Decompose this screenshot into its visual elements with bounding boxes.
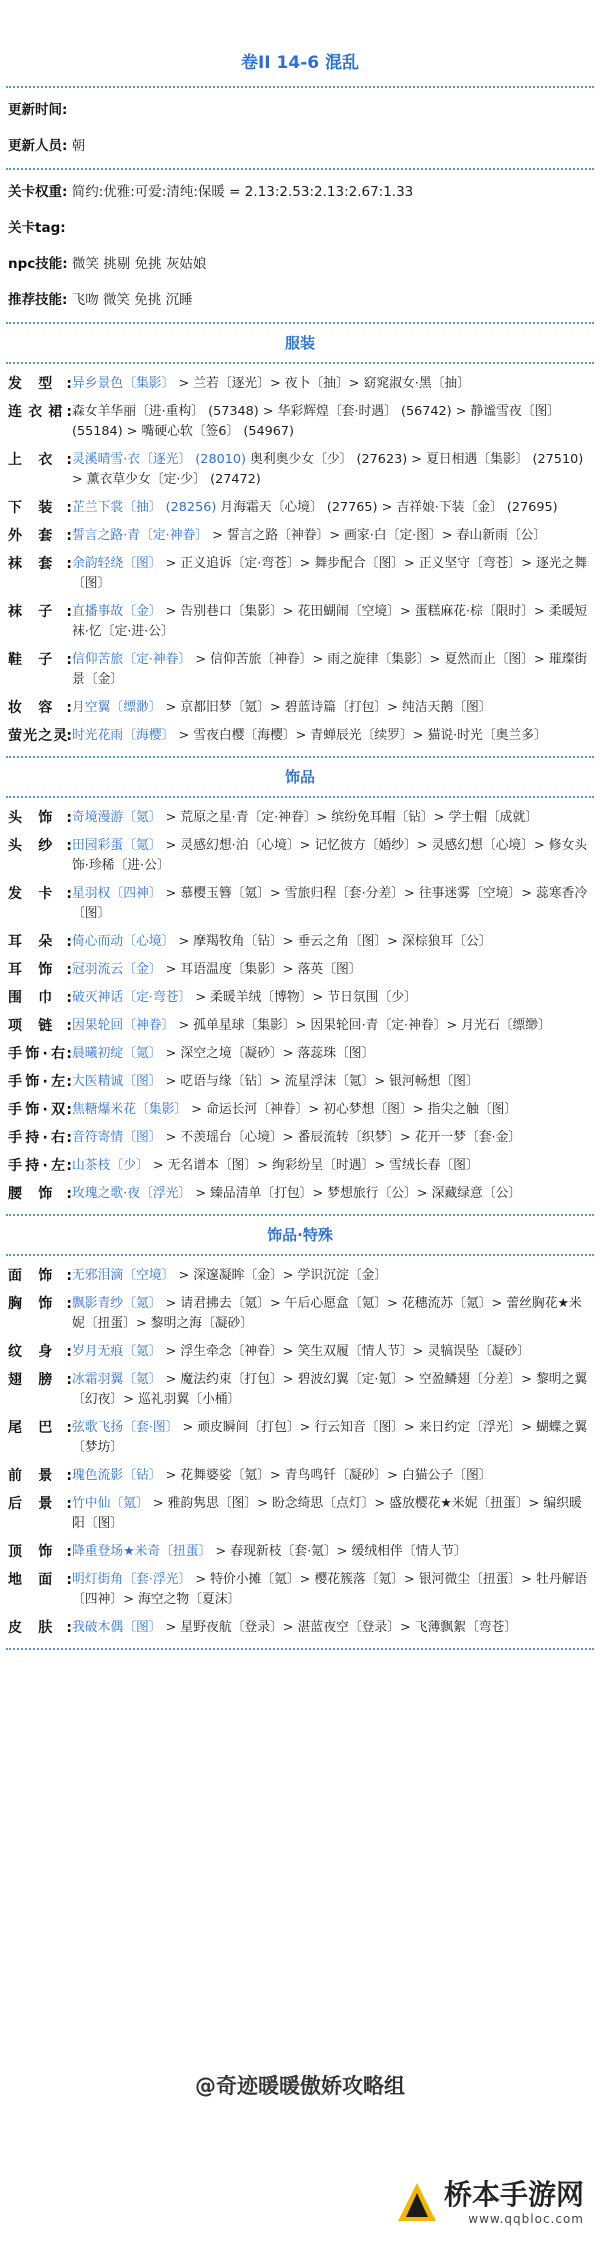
item-label: 发 卡 : bbox=[8, 886, 72, 902]
item-row bbox=[0, 1156, 600, 1176]
alternative-picks: > 雪夜白樱〔海樱〕> 青蝉辰光〔续罗〕> 猫说·时光〔奥兰多〕 bbox=[174, 728, 547, 743]
watermark bbox=[396, 2178, 584, 2226]
item-row bbox=[0, 1466, 600, 1486]
watermark-text: 桥本手游网 bbox=[443, 2178, 584, 2211]
item-label: 发 型 : bbox=[8, 376, 72, 392]
item-row bbox=[0, 836, 600, 876]
top-pick: 誓言之路·青〔定·神眷〕 bbox=[72, 528, 209, 543]
item-options bbox=[72, 1294, 592, 1334]
item-row bbox=[0, 402, 600, 442]
item-row bbox=[0, 1016, 600, 1036]
section-title-clothing: 服装 bbox=[284, 334, 315, 352]
item-options bbox=[72, 884, 592, 924]
item-options bbox=[72, 1570, 592, 1610]
tag-row bbox=[0, 218, 600, 238]
top-pick: 因果轮回〔神眷〕 bbox=[72, 1018, 175, 1033]
alternative-picks: > 荒原之星·青〔定·神眷〕> 缤纷免耳帽〔钻〕> 学士帽〔成就〕 bbox=[161, 810, 539, 825]
item-row bbox=[0, 884, 600, 924]
item-options bbox=[72, 650, 592, 690]
accessories-list bbox=[0, 808, 600, 1212]
alternative-picks: 森女羊华丽〔进·重构〕 (57348) > 华彩辉煌〔套·时遇〕 (56742) > 静谧雪夜〔图〕 (55184) > 嘴硬心软〔签6〕 (54967) bbox=[72, 404, 561, 439]
top-pick: 星羽权〔四神〕 bbox=[72, 886, 162, 901]
alternative-picks: > 告别巷口〔集影〕> 花田蝴闹〔空境〕> 蛋糕麻花·棕〔限时〕> 柔暖短袜·忆〔定·进·公〕 bbox=[72, 604, 588, 639]
alternative-picks: > 摩羯牧角〔钻〕> 垂云之角〔图〕> 深棕狼耳〔公〕 bbox=[174, 934, 492, 949]
item-label: 皮 肤 : bbox=[8, 1620, 72, 1636]
item-row bbox=[0, 726, 600, 746]
item-options bbox=[72, 554, 592, 594]
item-label: 胸 饰 : bbox=[8, 1296, 72, 1312]
item-options bbox=[72, 808, 592, 828]
top-pick: 山茶枝〔少〕 bbox=[72, 1158, 149, 1173]
item-row bbox=[0, 988, 600, 1008]
top-pick: 月空翼〔缥渺〕 bbox=[72, 700, 162, 715]
item-options bbox=[72, 526, 592, 546]
alternative-picks: > 臻品清单〔打包〕> 梦想旅行〔公〕> 深藏绿意〔公〕 bbox=[191, 1186, 522, 1201]
item-label: 萤 光 之 灵 : bbox=[8, 728, 72, 744]
item-label: 顶 饰 : bbox=[8, 1544, 72, 1560]
recommended-skills-row bbox=[0, 290, 600, 310]
item-label: 袜 子 : bbox=[8, 604, 72, 620]
item-row bbox=[0, 808, 600, 828]
item-label: 头 纱 : bbox=[8, 838, 72, 854]
item-row bbox=[0, 374, 600, 394]
top-pick: 田园彩蛋〔氪〕 bbox=[72, 838, 162, 853]
item-options bbox=[72, 1184, 592, 1204]
item-options bbox=[72, 1266, 592, 1286]
alternative-picks: > 柔暖羊绒〔博物〕> 节日氛围〔少〕 bbox=[191, 990, 417, 1005]
item-options bbox=[72, 1342, 592, 1362]
item-row bbox=[0, 1570, 600, 1610]
item-label: 上 衣 : bbox=[8, 452, 72, 468]
item-options bbox=[72, 932, 592, 952]
item-options bbox=[72, 374, 592, 394]
alternative-picks: > 兰若〔逐光〕> 夜卜〔抽〕> 窈窕淑女·黑〔抽〕 bbox=[174, 376, 471, 391]
item-label: 尾 巴 : bbox=[8, 1420, 72, 1436]
item-row bbox=[0, 932, 600, 952]
tag-label: 关卡tag: bbox=[8, 220, 66, 236]
recommended-skills-value: 飞吻 微笑 免挑 沉睡 bbox=[71, 292, 193, 308]
top-pick: 灵溪晴雪·衣〔逐光〕 (28010) bbox=[72, 452, 247, 467]
alternative-picks: > 花舞婆娑〔氪〕> 青鸟鸣钎〔凝砂〕> 白猫公子〔图〕 bbox=[161, 1468, 492, 1483]
top-pick: 异乡景色〔集影〕 bbox=[72, 376, 175, 391]
alternative-picks: > 星野夜航〔登录〕> 湛蓝夜空〔登录〕> 飞薄飘絮〔弯苍〕 bbox=[161, 1620, 518, 1635]
item-row bbox=[0, 602, 600, 642]
top-pick: 直播事故〔金〕 bbox=[72, 604, 162, 619]
item-row bbox=[0, 1184, 600, 1204]
top-pick: 大医精诚〔图〕 bbox=[72, 1074, 162, 1089]
page-title: 卷II 14-6 混乱 bbox=[240, 53, 360, 73]
section-title-special: 饰品·特殊 bbox=[267, 1226, 333, 1244]
item-label: 袜 套 : bbox=[8, 556, 72, 572]
npc-row bbox=[0, 254, 600, 274]
alternative-picks: > 孤单星球〔集影〕> 因果轮回·青〔定·神眷〕> 月光石〔缥缈〕 bbox=[174, 1018, 551, 1033]
top-pick: 玫瑰之歌·夜〔浮光〕 bbox=[72, 1186, 192, 1201]
item-label: 面 饰 : bbox=[8, 1268, 72, 1284]
item-label: 妆 容 : bbox=[8, 700, 72, 716]
top-pick: 瑰色流影〔钻〕 bbox=[72, 1468, 162, 1483]
top-pick: 竹中仙〔氪〕 bbox=[72, 1496, 149, 1511]
item-label: 连 衣 裙 : bbox=[8, 404, 72, 420]
alternative-picks: > 深空之境〔凝砂〕> 落蕊珠〔图〕 bbox=[161, 1046, 375, 1061]
item-row bbox=[0, 1342, 600, 1362]
item-options bbox=[72, 726, 592, 746]
item-options bbox=[72, 1156, 592, 1176]
alternative-picks: > 雅韵隽思〔图〕> 盼念绮思〔点灯〕> 盛放樱花★米妮〔扭蛋〕> 编织暖阳〔图〕 bbox=[72, 1496, 582, 1531]
top-pick: 无邪泪滴〔空境〕 bbox=[72, 1268, 175, 1283]
item-row bbox=[0, 554, 600, 594]
alternative-picks: > 浮生牵念〔神眷〕> 笑生双履〔情人节〕> 灵犒误坠〔凝砂〕 bbox=[161, 1344, 530, 1359]
item-options bbox=[72, 1542, 592, 1562]
alternative-picks: > 请君拂去〔氪〕> 午后心愿盒〔氪〕> 花穗流苏〔氪〕> 蕾丝胸花★米妮〔扭蛋〕> 黎明之海〔凝砂〕 bbox=[72, 1296, 582, 1331]
top-pick: 破灭神话〔定·弯苍〕 bbox=[72, 990, 192, 1005]
weights-value: 简约:优雅:可爱:清纯:保暖 = 2.13:2.53:2.13:2.67:1.33 bbox=[71, 184, 414, 200]
top-pick: 音符寄情〔图〕 bbox=[72, 1130, 162, 1145]
update-person-row bbox=[0, 136, 600, 156]
weights-row bbox=[0, 182, 600, 202]
special-list bbox=[0, 1266, 600, 1646]
alternative-picks: > 灵感幻想·泊〔心境〕> 记忆彼方〔婚纱〕> 灵感幻想〔心境〕> 修女头饰·珍稀〔进·公〕 bbox=[72, 838, 588, 873]
item-row bbox=[0, 1370, 600, 1410]
item-options bbox=[72, 1072, 592, 1092]
item-options bbox=[72, 498, 592, 518]
top-pick: 岁月无痕〔氪〕 bbox=[72, 1344, 162, 1359]
item-options bbox=[72, 402, 592, 442]
top-pick: 倚心而动〔心境〕 bbox=[72, 934, 175, 949]
top-pick: 信仰苦旅〔定·神眷〕 bbox=[72, 652, 192, 667]
item-options bbox=[72, 602, 592, 642]
alternative-picks: > 京都旧梦〔氪〕> 碧蓝诗篇〔打包〕> 纯洁天鹅〔图〕 bbox=[161, 700, 492, 715]
alternative-picks: > 呓语与缘〔钻〕> 流星浮沫〔氪〕> 银河畅想〔图〕 bbox=[161, 1074, 479, 1089]
item-row bbox=[0, 1044, 600, 1064]
item-row bbox=[0, 1542, 600, 1562]
item-label: 翅 膀 : bbox=[8, 1372, 72, 1388]
item-label: 项 链 : bbox=[8, 1018, 72, 1034]
alternative-picks: 奥利奥少女〔少〕 (27623) > 夏日相遇〔集影〕 (27510) > 薰衣草少女〔定·少〕 (27472) bbox=[72, 452, 584, 487]
item-options bbox=[72, 960, 592, 980]
item-row bbox=[0, 960, 600, 980]
section-title-accessories: 饰品 bbox=[284, 768, 315, 786]
top-pick: 降重登场★米奇〔扭蛋〕 bbox=[72, 1544, 212, 1559]
item-options bbox=[72, 1016, 592, 1036]
alternative-picks: > 春现新枝〔套·氪〕> 缓绒相伴〔情人节〕 bbox=[211, 1544, 467, 1559]
npc-label: npc技能: bbox=[8, 256, 68, 272]
item-options bbox=[72, 450, 592, 490]
alternative-picks: > 誓言之路〔神眷〕> 画家·白〔定·图〕> 春山新雨〔公〕 bbox=[208, 528, 547, 543]
item-row bbox=[0, 498, 600, 518]
item-options bbox=[72, 1044, 592, 1064]
alternative-picks: > 命运长河〔神眷〕> 初心梦想〔图〕> 指尖之触〔图〕 bbox=[187, 1102, 518, 1117]
item-label: 后 景 : bbox=[8, 1496, 72, 1512]
item-label: 耳 饰 : bbox=[8, 962, 72, 978]
item-options bbox=[72, 1370, 592, 1410]
top-pick: 奇境漫游〔氪〕 bbox=[72, 810, 162, 825]
clothing-list bbox=[0, 374, 600, 754]
top-pick: 弦歌飞扬〔套·图〕 bbox=[72, 1420, 179, 1435]
item-options bbox=[72, 1100, 592, 1120]
top-pick: 飘影青纱〔氪〕 bbox=[72, 1296, 162, 1311]
top-pick: 冰霜羽翼〔氪〕 bbox=[72, 1372, 162, 1387]
item-row bbox=[0, 1294, 600, 1334]
item-label: 手 持 · 右 : bbox=[8, 1130, 72, 1146]
top-pick: 晨曦初绽〔氪〕 bbox=[72, 1046, 162, 1061]
top-pick: 芷兰下裳〔抽〕 (28256) bbox=[72, 500, 217, 515]
item-row bbox=[0, 1072, 600, 1092]
recommended-skills-label: 推荐技能: bbox=[8, 292, 68, 308]
npc-value: 微笑 挑剔 免挑 灰姑娘 bbox=[71, 256, 207, 272]
item-row bbox=[0, 1266, 600, 1286]
update-time-row bbox=[0, 100, 600, 120]
watermark-logo-icon bbox=[396, 2181, 438, 2223]
item-options bbox=[72, 1128, 592, 1148]
alternative-picks: > 慕樱玉簪〔氪〕> 雪旅归程〔套·分差〕> 往事迷雾〔空境〕> 蕊寒香冷〔图〕 bbox=[72, 886, 588, 921]
item-row bbox=[0, 526, 600, 546]
update-time-label: 更新时间: bbox=[8, 102, 68, 118]
item-row bbox=[0, 650, 600, 690]
item-row bbox=[0, 698, 600, 718]
item-options bbox=[72, 988, 592, 1008]
footer-credit: @奇迹暖暖傲娇攻略组 bbox=[195, 2074, 405, 2098]
item-options bbox=[72, 1494, 592, 1534]
item-row bbox=[0, 1418, 600, 1458]
item-row bbox=[0, 1494, 600, 1534]
item-label: 纹 身 : bbox=[8, 1344, 72, 1360]
alternative-picks: > 耳语温度〔集影〕> 落英〔图〕 bbox=[161, 962, 362, 977]
update-person-value: 朝 bbox=[71, 138, 86, 154]
top-pick: 明灯街角〔套·浮光〕 bbox=[72, 1572, 192, 1587]
item-label: 地 面 : bbox=[8, 1572, 72, 1588]
item-row bbox=[0, 1100, 600, 1120]
item-row bbox=[0, 1618, 600, 1638]
item-label: 手 饰 · 双 : bbox=[8, 1102, 72, 1118]
weights-label: 关卡权重: bbox=[8, 184, 68, 200]
item-row bbox=[0, 1128, 600, 1148]
alternative-picks: 月海霜天〔心境〕 (27765) > 吉祥娘·下装〔金〕 (27695) bbox=[216, 500, 558, 515]
alternative-picks: > 深邃凝眸〔金〕> 学识沉淀〔金〕 bbox=[174, 1268, 388, 1283]
alternative-picks: > 特价小摊〔氪〕> 樱花簇落〔氪〕> 银河微尘〔扭蛋〕> 牡丹解语〔四神〕> 海空之物〔夏沫〕 bbox=[72, 1572, 588, 1607]
item-label: 外 套 : bbox=[8, 528, 72, 544]
alternative-picks: > 不羡瑶台〔心境〕> 番辰流转〔织梦〕> 花开一梦〔套·金〕 bbox=[161, 1130, 522, 1145]
item-label: 下 装 : bbox=[8, 500, 72, 516]
top-pick: 焦糖爆米花〔集影〕 bbox=[72, 1102, 188, 1117]
top-pick: 我破木偶〔图〕 bbox=[72, 1620, 162, 1635]
item-label: 耳 朵 : bbox=[8, 934, 72, 950]
alternative-picks: > 信仰苦旅〔神眷〕> 雨之旋律〔集影〕> 夏然而止〔图〕> 璀璨街景〔金〕 bbox=[72, 652, 588, 687]
item-label: 腰 饰 : bbox=[8, 1186, 72, 1202]
alternative-picks: > 正义追诉〔定·弯苍〕> 舞步配合〔图〕> 正义坚守〔弯苍〕> 逐光之舞〔图〕 bbox=[72, 556, 588, 591]
item-label: 手 饰 · 左 : bbox=[8, 1074, 72, 1090]
alternative-picks: > 魔法约束〔打包〕> 碧波幻翼〔定·氪〕> 空盈鳞翅〔分差〕> 黎明之翼〔幻夜〕> 巡礼羽翼〔小桶〕 bbox=[72, 1372, 588, 1407]
update-person-label: 更新人员: bbox=[8, 138, 68, 154]
watermark-url: www.qqbloc.com bbox=[468, 2212, 584, 2226]
item-row bbox=[0, 450, 600, 490]
top-pick: 时光花雨〔海樱〕 bbox=[72, 728, 175, 743]
alternative-picks: > 顽皮瞬间〔打包〕> 行云知音〔图〕> 来日约定〔浮光〕> 蝴蝶之翼〔梦坊〕 bbox=[72, 1420, 588, 1455]
item-options bbox=[72, 698, 592, 718]
alternative-picks: > 无名谱本〔图〕> 绚彩纷呈〔时遇〕> 雪绒长春〔图〕 bbox=[148, 1158, 479, 1173]
item-label: 头 饰 : bbox=[8, 810, 72, 826]
item-label: 鞋 子 : bbox=[8, 652, 72, 668]
divider bbox=[6, 1648, 594, 1650]
item-options bbox=[72, 836, 592, 876]
top-pick: 冠羽流云〔金〕 bbox=[72, 962, 162, 977]
item-label: 前 景 : bbox=[8, 1468, 72, 1484]
item-label: 手 饰 · 右 : bbox=[8, 1046, 72, 1062]
item-label: 手 持 · 左 : bbox=[8, 1158, 72, 1174]
item-options bbox=[72, 1418, 592, 1458]
top-pick: 余韵轻绕〔图〕 bbox=[72, 556, 162, 571]
item-options bbox=[72, 1618, 592, 1638]
item-options bbox=[72, 1466, 592, 1486]
item-label: 围 巾 : bbox=[8, 990, 72, 1006]
